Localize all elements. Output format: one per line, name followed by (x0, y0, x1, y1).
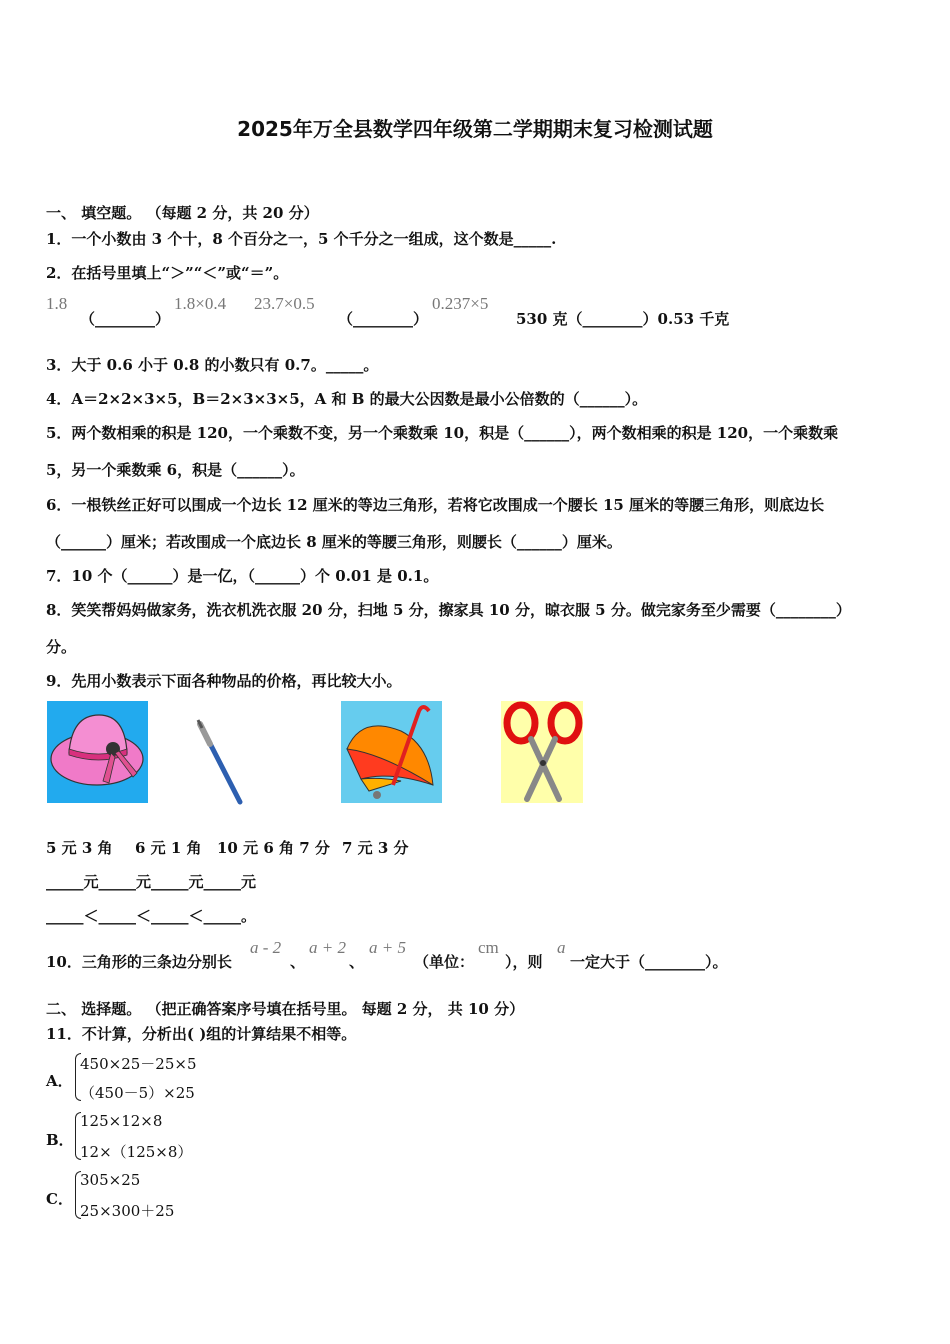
question-9: 9．先用小数表示下面各种物品的价格，再比较大小。 (46, 672, 402, 690)
q9-compare-blanks: _____＜_____＜_____＜_____。 (46, 907, 257, 925)
scissors-image (501, 701, 583, 803)
q10-unit: cm (478, 938, 499, 957)
q2-expr-b: 1.8×0.4 (174, 294, 227, 313)
q2-expr-c: 23.7×0.5 (254, 294, 315, 313)
q10-unit-close: ），则 (505, 953, 543, 971)
question-8-line-2: 分。 (46, 638, 77, 656)
page-title: 2025年万全县数学四年级第二学期期末复习检测试题 (237, 117, 713, 141)
option-c-bottom: 25×300＋25 (80, 1202, 175, 1220)
q2-expr-d: 0.237×5 (432, 294, 489, 313)
option-b-bottom: 12×（125×8） (80, 1143, 193, 1161)
q2-blank-1: （________） (80, 310, 171, 328)
q9-yuan-blanks: _____元_____元_____元_____元 (46, 873, 257, 891)
option-a-label: A． (46, 1072, 73, 1090)
option-a-bottom: （450－5）×25 (80, 1084, 195, 1102)
question-7: 7．10 个（______）是一亿，（______）个 0.01 是 0.1。 (46, 567, 439, 585)
price-4: 7 元 3 分 (342, 839, 409, 857)
q10-expr-2: a + 2 (309, 938, 346, 957)
option-b-top: 125×12×8 (80, 1112, 163, 1130)
question-5-line-2: 5，另一个乘数乘 6，积是（______）。 (46, 461, 305, 479)
q2-expr-a: 1.8 (46, 294, 68, 313)
question-6-line-1: 6．一根铁丝正好可以围成一个边长 12 厘米的等边三角形，若将它改围成一个腰长 15 厘米的等腰三角形，则底边长 (46, 496, 825, 514)
option-b-label: B． (46, 1131, 74, 1149)
question-2: 2．在括号里填上“＞”“＜”或“＝”。 (46, 264, 289, 282)
q10-prefix: 10．三角形的三条边分别长 (46, 953, 232, 971)
question-8-line-1: 8．笑笑帮妈妈做家务，洗衣机洗衣服 20 分，扫地 5 分，擦家具 10 分，晾衣服 5 分。做完家务至少需要（________） (46, 601, 851, 619)
q2-blank-2: （________） (338, 310, 429, 328)
q10-expr-1: a - 2 (250, 938, 282, 957)
pen-image (190, 718, 250, 806)
question-11: 11．不计算，分析出( )组的计算结果不相等。 (46, 1025, 357, 1043)
q10-sep-1: 、 (290, 953, 306, 971)
q10-expr-3: a + 5 (369, 938, 406, 957)
q10-var: a (557, 938, 566, 957)
option-a-top: 450×25－25×5 (80, 1055, 197, 1073)
q10-unit-open: （单位： (414, 953, 475, 971)
option-c-label: C． (46, 1190, 73, 1208)
option-c-top: 305×25 (80, 1171, 141, 1189)
hat-image (47, 701, 148, 803)
q10-suffix: 一定大于（________）。 (570, 953, 728, 971)
question-3: 3．大于 0.6 小于 0.8 的小数只有 0.7。_____。 (46, 356, 379, 374)
q10-sep-2: 、 (349, 953, 365, 971)
section-2-heading: 二、 选择题。 （把正确答案序号填在括号里。 每题 2 分， 共 10 分） (46, 1000, 525, 1018)
question-6-line-2: （______）厘米；若改围成一个底边长 8 厘米的等腰三角形，则腰长（______）厘米。 (46, 533, 622, 551)
q2-expr-e: 530 克（________）0.53 千克 (516, 310, 730, 328)
question-5-line-1: 5．两个数相乘的积是 120，一个乘数不变，另一个乘数乘 10，积是（______），两个数相乘的积是 120，一个乘数乘 (46, 424, 839, 442)
question-1: 1．一个小数由 3 个十，8 个百分之一，5 个千分之一组成，这个数是_____. (46, 230, 557, 248)
price-3: 10 元 6 角 7 分 (217, 839, 330, 857)
question-4: 4．A＝2×2×3×5，B＝2×3×3×5，A 和 B 的最大公因数是最小公倍数的（______）。 (46, 390, 648, 408)
price-2: 6 元 1 角 (135, 839, 202, 857)
umbrella-image (341, 701, 442, 803)
price-1: 5 元 3 角 (46, 839, 113, 857)
section-1-heading: 一、 填空题。 （每题 2 分，共 20 分） (46, 204, 319, 222)
